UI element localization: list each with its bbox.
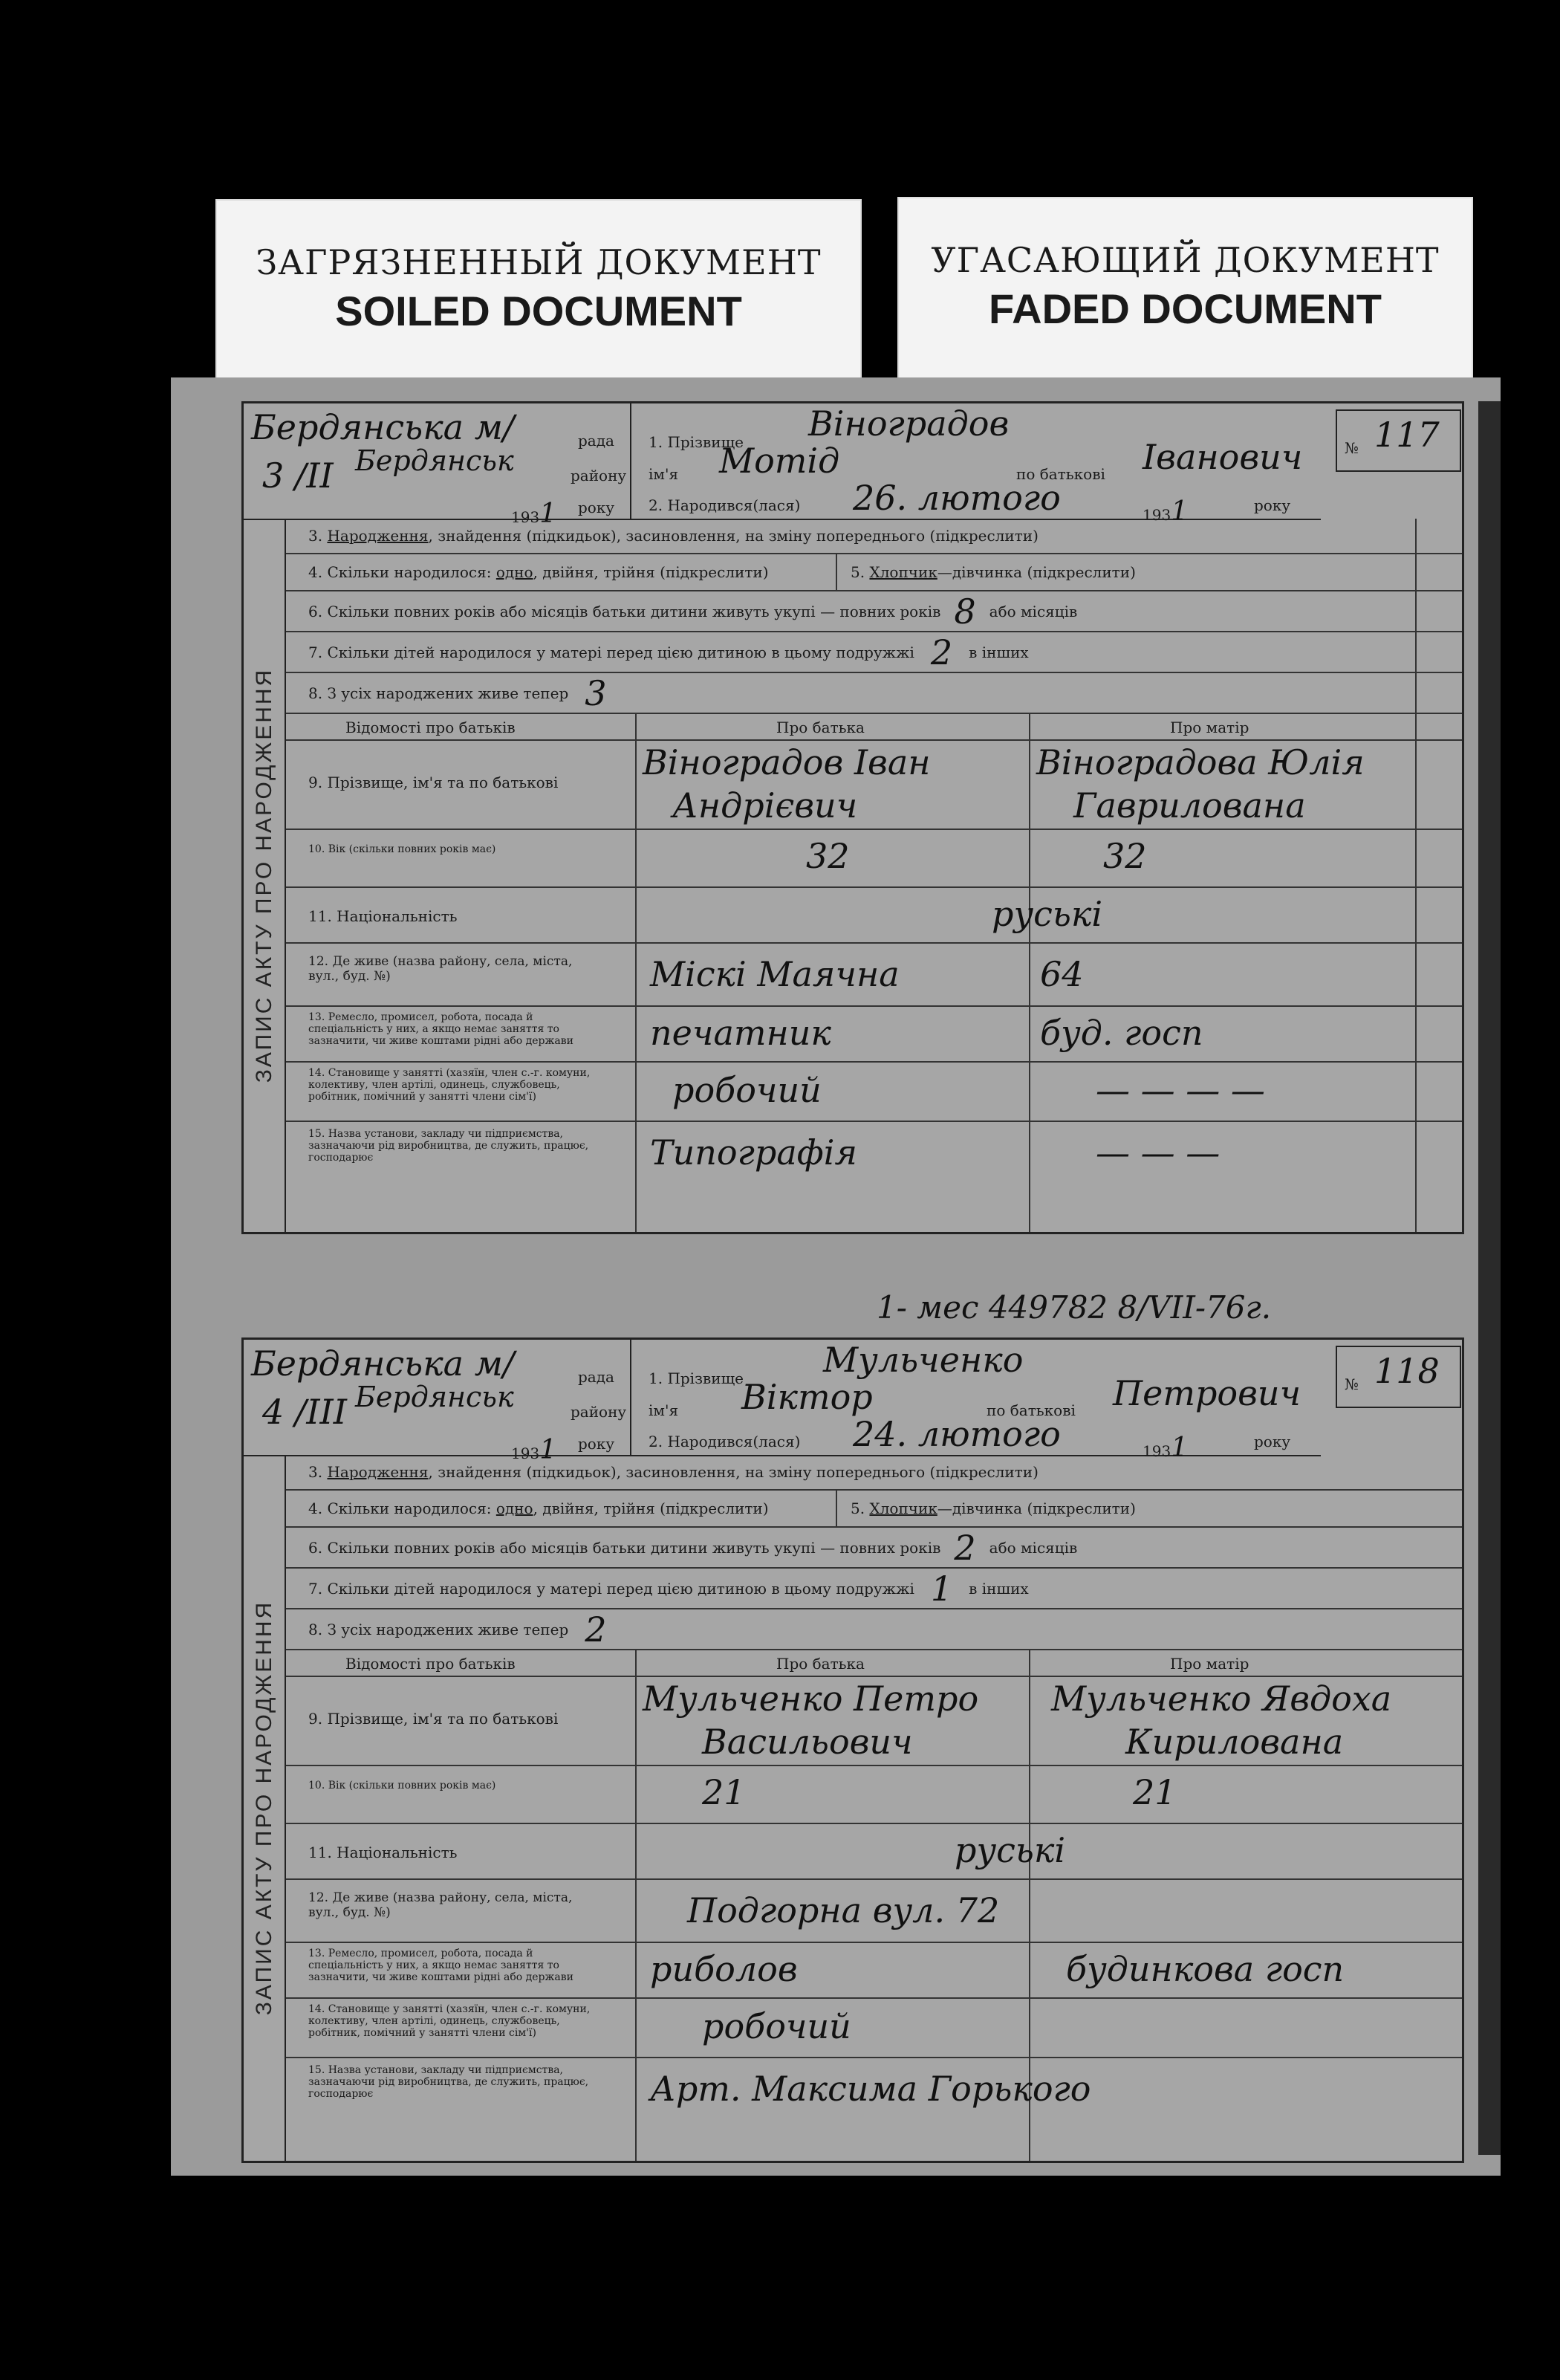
year-digit: 1 <box>539 1435 557 1465</box>
side-title-text: ЗАПИС АКТУ ПРО НАРОДЖЕННЯ <box>251 667 276 1083</box>
row-r13 <box>286 1007 1462 1063</box>
row-r12 <box>286 944 1462 1007</box>
r11-label: 11. Національність <box>308 1844 458 1861</box>
row-r10 <box>286 830 1462 888</box>
margin-note: 1- мес 449782 8/VII-76г. <box>877 1289 1272 1326</box>
rada-label: рада <box>578 432 614 450</box>
raion-value: Бердянськ <box>355 444 514 477</box>
side-title <box>244 1455 286 2161</box>
q5-text <box>851 1499 1136 1517</box>
mother-name-line2: Кирилована <box>1125 1722 1344 1762</box>
hdr-info: Відомості про батьків <box>345 719 516 736</box>
record-body <box>286 1455 1462 2161</box>
family-address: Подгорна вул. 72 <box>687 1890 1000 1930</box>
faded-document-tag <box>897 197 1473 389</box>
father-age: 32 <box>806 836 850 876</box>
father-status: робочий <box>702 2006 851 2046</box>
row-q7 <box>286 1569 1462 1609</box>
q5-num: 5. <box>851 563 865 581</box>
record-number: 118 <box>1374 1351 1440 1391</box>
q6-value: 8 <box>954 591 976 632</box>
q5-num: 5. <box>851 1499 865 1517</box>
row-r9 <box>286 1677 1462 1766</box>
raion-label: району <box>571 467 627 484</box>
row-r14 <box>286 1063 1462 1122</box>
q3-birth-underlined: Народження <box>327 1463 429 1481</box>
hdr-mother: Про матір <box>1170 1655 1249 1673</box>
soiled-document-tag <box>215 199 862 383</box>
born-label: 2. Народився(лася) <box>649 496 801 514</box>
q3-num: 3. <box>308 527 323 545</box>
q5-rest: —дівчинка (підкреслити) <box>937 563 1136 581</box>
row-r15 <box>286 1122 1462 1185</box>
birth-record-117 <box>241 401 1464 1234</box>
q4-rest: , двійня, трійня (підкреслити) <box>533 563 769 581</box>
q3-birth-underlined: Народження <box>327 527 429 545</box>
r12-label: 12. Де живе (назва району, села, міста, вул., буд. №) <box>308 1890 573 1920</box>
q6-text: 6. Скільки повних років або місяців батьки дитини живуть укупі — повних років <box>308 1538 941 1557</box>
child-patronymic: Петрович <box>1113 1373 1301 1413</box>
r10-label: 10. Вік (скільки повних років має) <box>308 1780 496 1792</box>
q6-value: 2 <box>954 1527 976 1568</box>
row-q3 <box>286 519 1462 554</box>
record-date: 4 /III <box>262 1392 347 1432</box>
child-surname: Віноградов <box>808 403 1010 444</box>
father-address: Міскі Маячна <box>650 954 900 994</box>
number-label: № <box>1345 1375 1359 1393</box>
faded-tag-en: FADED DOCUMENT <box>989 285 1382 332</box>
q4-text: 4. Скільки народилося: <box>308 1499 492 1517</box>
father-name-line2: Андрієвич <box>672 785 858 826</box>
number-label: № <box>1345 439 1359 457</box>
parents-header <box>286 714 1462 741</box>
row-q4-q5 <box>286 1491 1462 1528</box>
child-born-date: 24. лютого <box>853 1414 1061 1454</box>
mother-name-line1: Мульченко Явдоха <box>1051 1679 1392 1719</box>
r12-label: 12. Де живе (назва району, села, міста, вул., буд. №) <box>308 954 573 984</box>
q7-value: 2 <box>930 632 953 672</box>
year-prefix: 193 <box>511 508 540 526</box>
roku-label: року <box>578 499 615 516</box>
father-name-line1: Мульченко Петро <box>643 1679 979 1719</box>
father-name-line2: Васильович <box>702 1722 913 1762</box>
soiled-tag-en: SOILED DOCUMENT <box>335 288 742 334</box>
born-roku-label: року <box>1254 1433 1291 1450</box>
hdr-info: Відомості про батьків <box>345 1655 516 1673</box>
r9-label: 9. Прізвище, ім'я та по батькові <box>308 1710 559 1728</box>
father-name-line1: Віноградов Іван <box>643 742 931 782</box>
q4-one-underlined: одно <box>495 1499 533 1517</box>
parents-header <box>286 1650 1462 1677</box>
child-name: Мотід <box>719 441 840 481</box>
roku-label: року <box>578 1435 615 1453</box>
child-born-date: 26. лютого <box>853 478 1061 518</box>
mother-age: 21 <box>1133 1772 1177 1812</box>
name-label: ім'я <box>649 465 679 483</box>
side-title <box>244 519 286 1232</box>
q6-months-label: або місяців <box>989 1538 1078 1557</box>
q8-text: 8. З усіх народжених живе тепер <box>308 684 569 702</box>
hdr-father: Про батька <box>776 719 865 736</box>
r13-label: 13. Ремесло, промисел, робота, посада й спеціальність у них, а якщо немає заняття то зазначити, чи живе коштами рідні або держави <box>308 1948 573 1983</box>
nationality: руські <box>992 894 1103 934</box>
q7-others-label: в інших <box>969 643 1029 661</box>
born-year-prefix: 193 <box>1143 1442 1171 1460</box>
mother-name-line1: Віноградова Юлія <box>1036 742 1365 782</box>
mother-job: буд. госп <box>1040 1013 1203 1053</box>
row-r14 <box>286 1999 1462 2058</box>
hdr-mother: Про матір <box>1170 719 1249 736</box>
q8-value: 3 <box>585 672 607 713</box>
child-surname: Мульченко <box>823 1340 1024 1380</box>
rada-value: Бердянська м/ <box>251 1343 515 1384</box>
q7-text: 7. Скільки дітей народилося у матері перед цією дитиною в цьому подружжі <box>308 1579 914 1598</box>
q4-text: 4. Скільки народилося: <box>308 563 492 581</box>
nationality: руські <box>955 1830 1066 1870</box>
row-r11 <box>286 888 1462 944</box>
name-label: ім'я <box>649 1401 679 1419</box>
q3-text: , знайдення (підкидьок), засиновлення, на зміну попереднього (підкреслити) <box>428 527 1039 545</box>
row-r11 <box>286 1824 1462 1880</box>
mother-job: будинкова госп <box>1066 1949 1345 1989</box>
r9-label: 9. Прізвище, ім'я та по батькові <box>308 774 559 791</box>
raion-label: району <box>571 1403 627 1421</box>
hdr-father: Про батька <box>776 1655 865 1673</box>
surname-label: 1. Прізвище <box>649 1369 744 1387</box>
r14-label: 14. Становище у занятті (хазяїн, член с.-г. комуни, колективу, член артілі, одинець, службовець, робітник, помічний у занятті члени сім'ї) <box>308 1067 591 1103</box>
child-name: Віктор <box>741 1377 873 1417</box>
father-job: печатник <box>650 1013 831 1053</box>
surname-label: 1. Прізвище <box>649 433 744 451</box>
record-date: 3 /II <box>262 455 334 496</box>
father-job: риболов <box>650 1949 798 1989</box>
record-header-child <box>630 403 1321 527</box>
born-year-prefix: 193 <box>1143 506 1171 524</box>
row-r12 <box>286 1880 1462 1943</box>
r10-label: 10. Вік (скільки повних років має) <box>308 843 496 855</box>
rada-label: рада <box>578 1368 614 1386</box>
mother-name-line2: Гаврилована <box>1073 785 1306 826</box>
q5-boy-underlined: Хлопчик <box>869 563 937 581</box>
q7-others-label: в інших <box>969 1579 1029 1598</box>
child-patronymic: Іванович <box>1143 437 1303 477</box>
q6-months-label: або місяців <box>989 602 1078 620</box>
born-roku-label: року <box>1254 496 1291 514</box>
raion-value: Бердянськ <box>355 1381 514 1413</box>
q4-q5-divider <box>836 1491 837 1528</box>
mother-status: — — — — <box>1096 1070 1265 1110</box>
patronymic-label: по батькові <box>987 1401 1076 1419</box>
record-header-left <box>244 403 631 529</box>
q3-text: , знайдення (підкидьок), засиновлення, на зміну попереднього (підкреслити) <box>428 1463 1039 1481</box>
q7-value: 1 <box>930 1568 953 1609</box>
soiled-tag-ru: ЗАГРЯЗНЕННЫЙ ДОКУМЕНТ <box>256 242 822 282</box>
record-body <box>286 519 1462 1232</box>
r13-label: 13. Ремесло, промисел, робота, посада й спеціальність у них, а якщо немає заняття то зазначити, чи живе коштами рідні або держави <box>308 1011 573 1047</box>
record-header-child <box>630 1340 1321 1463</box>
q5-boy-underlined: Хлопчик <box>869 1499 937 1517</box>
father-org: Типографія <box>650 1132 857 1173</box>
row-q8 <box>286 1609 1462 1650</box>
born-year-digit: 1 <box>1171 496 1189 527</box>
row-r9 <box>286 741 1462 830</box>
row-q3 <box>286 1455 1462 1491</box>
record-number-box <box>1336 1346 1461 1408</box>
row-q4-q5 <box>286 554 1462 591</box>
father-age: 21 <box>702 1772 746 1812</box>
row-q8 <box>286 673 1462 714</box>
q4-rest: , двійня, трійня (підкреслити) <box>533 1499 769 1517</box>
record-number: 117 <box>1374 415 1440 455</box>
r15-label: 15. Назва установи, закладу чи підприємства, зазначаючи рід виробництва, де служить, працює, господарює <box>308 1128 589 1164</box>
birth-record-118 <box>241 1337 1464 2163</box>
q8-text: 8. З усіх народжених живе тепер <box>308 1620 569 1638</box>
q4-one-underlined: одно <box>495 563 533 581</box>
mother-age: 32 <box>1103 836 1147 876</box>
row-q7 <box>286 632 1462 673</box>
faded-tag-ru: УГАСАЮЩИЙ ДОКУМЕНТ <box>931 240 1440 280</box>
row-q6 <box>286 1528 1462 1569</box>
year-digit: 1 <box>539 499 557 529</box>
row-r13 <box>286 1943 1462 1999</box>
row-r10 <box>286 1766 1462 1824</box>
born-label: 2. Народився(лася) <box>649 1433 801 1450</box>
record-header-left <box>244 1340 631 1465</box>
born-year-digit: 1 <box>1171 1433 1189 1463</box>
page-edge-shadow <box>1478 401 1501 2155</box>
father-org: Арт. Максима Горького <box>650 2069 1091 2109</box>
r11-label: 11. Національність <box>308 907 458 925</box>
rada-value: Бердянська м/ <box>251 407 515 447</box>
r14-label: 14. Становище у занятті (хазяїн, член с.-г. комуни, колективу, член артілі, одинець, службовець, робітник, помічний у занятті члени сім'ї) <box>308 2003 591 2039</box>
q3-num: 3. <box>308 1463 323 1481</box>
q8-value: 2 <box>585 1609 607 1650</box>
year-prefix: 193 <box>511 1444 540 1462</box>
mother-org: — — — <box>1096 1132 1221 1173</box>
record-number-box <box>1336 409 1461 472</box>
q4-q5-divider <box>836 554 837 591</box>
r15-label: 15. Назва установи, закладу чи підприємства, зазначаючи рід виробництва, де служить, працює, господарює <box>308 2064 589 2100</box>
q6-text: 6. Скільки повних років або місяців батьки дитини живуть укупі — повних років <box>308 602 941 620</box>
q5-rest: —дівчинка (підкреслити) <box>937 1499 1136 1517</box>
row-q6 <box>286 591 1462 632</box>
row-r15 <box>286 2058 1462 2121</box>
q5-text <box>851 563 1136 581</box>
q7-text: 7. Скільки дітей народилося у матері перед цією дитиною в цьому подружжі <box>308 643 914 661</box>
father-status: робочий <box>672 1070 822 1110</box>
mother-address: 64 <box>1040 954 1084 994</box>
patronymic-label: по батькові <box>1016 465 1105 483</box>
side-title-text: ЗАПИС АКТУ ПРО НАРОДЖЕННЯ <box>251 1600 276 2016</box>
